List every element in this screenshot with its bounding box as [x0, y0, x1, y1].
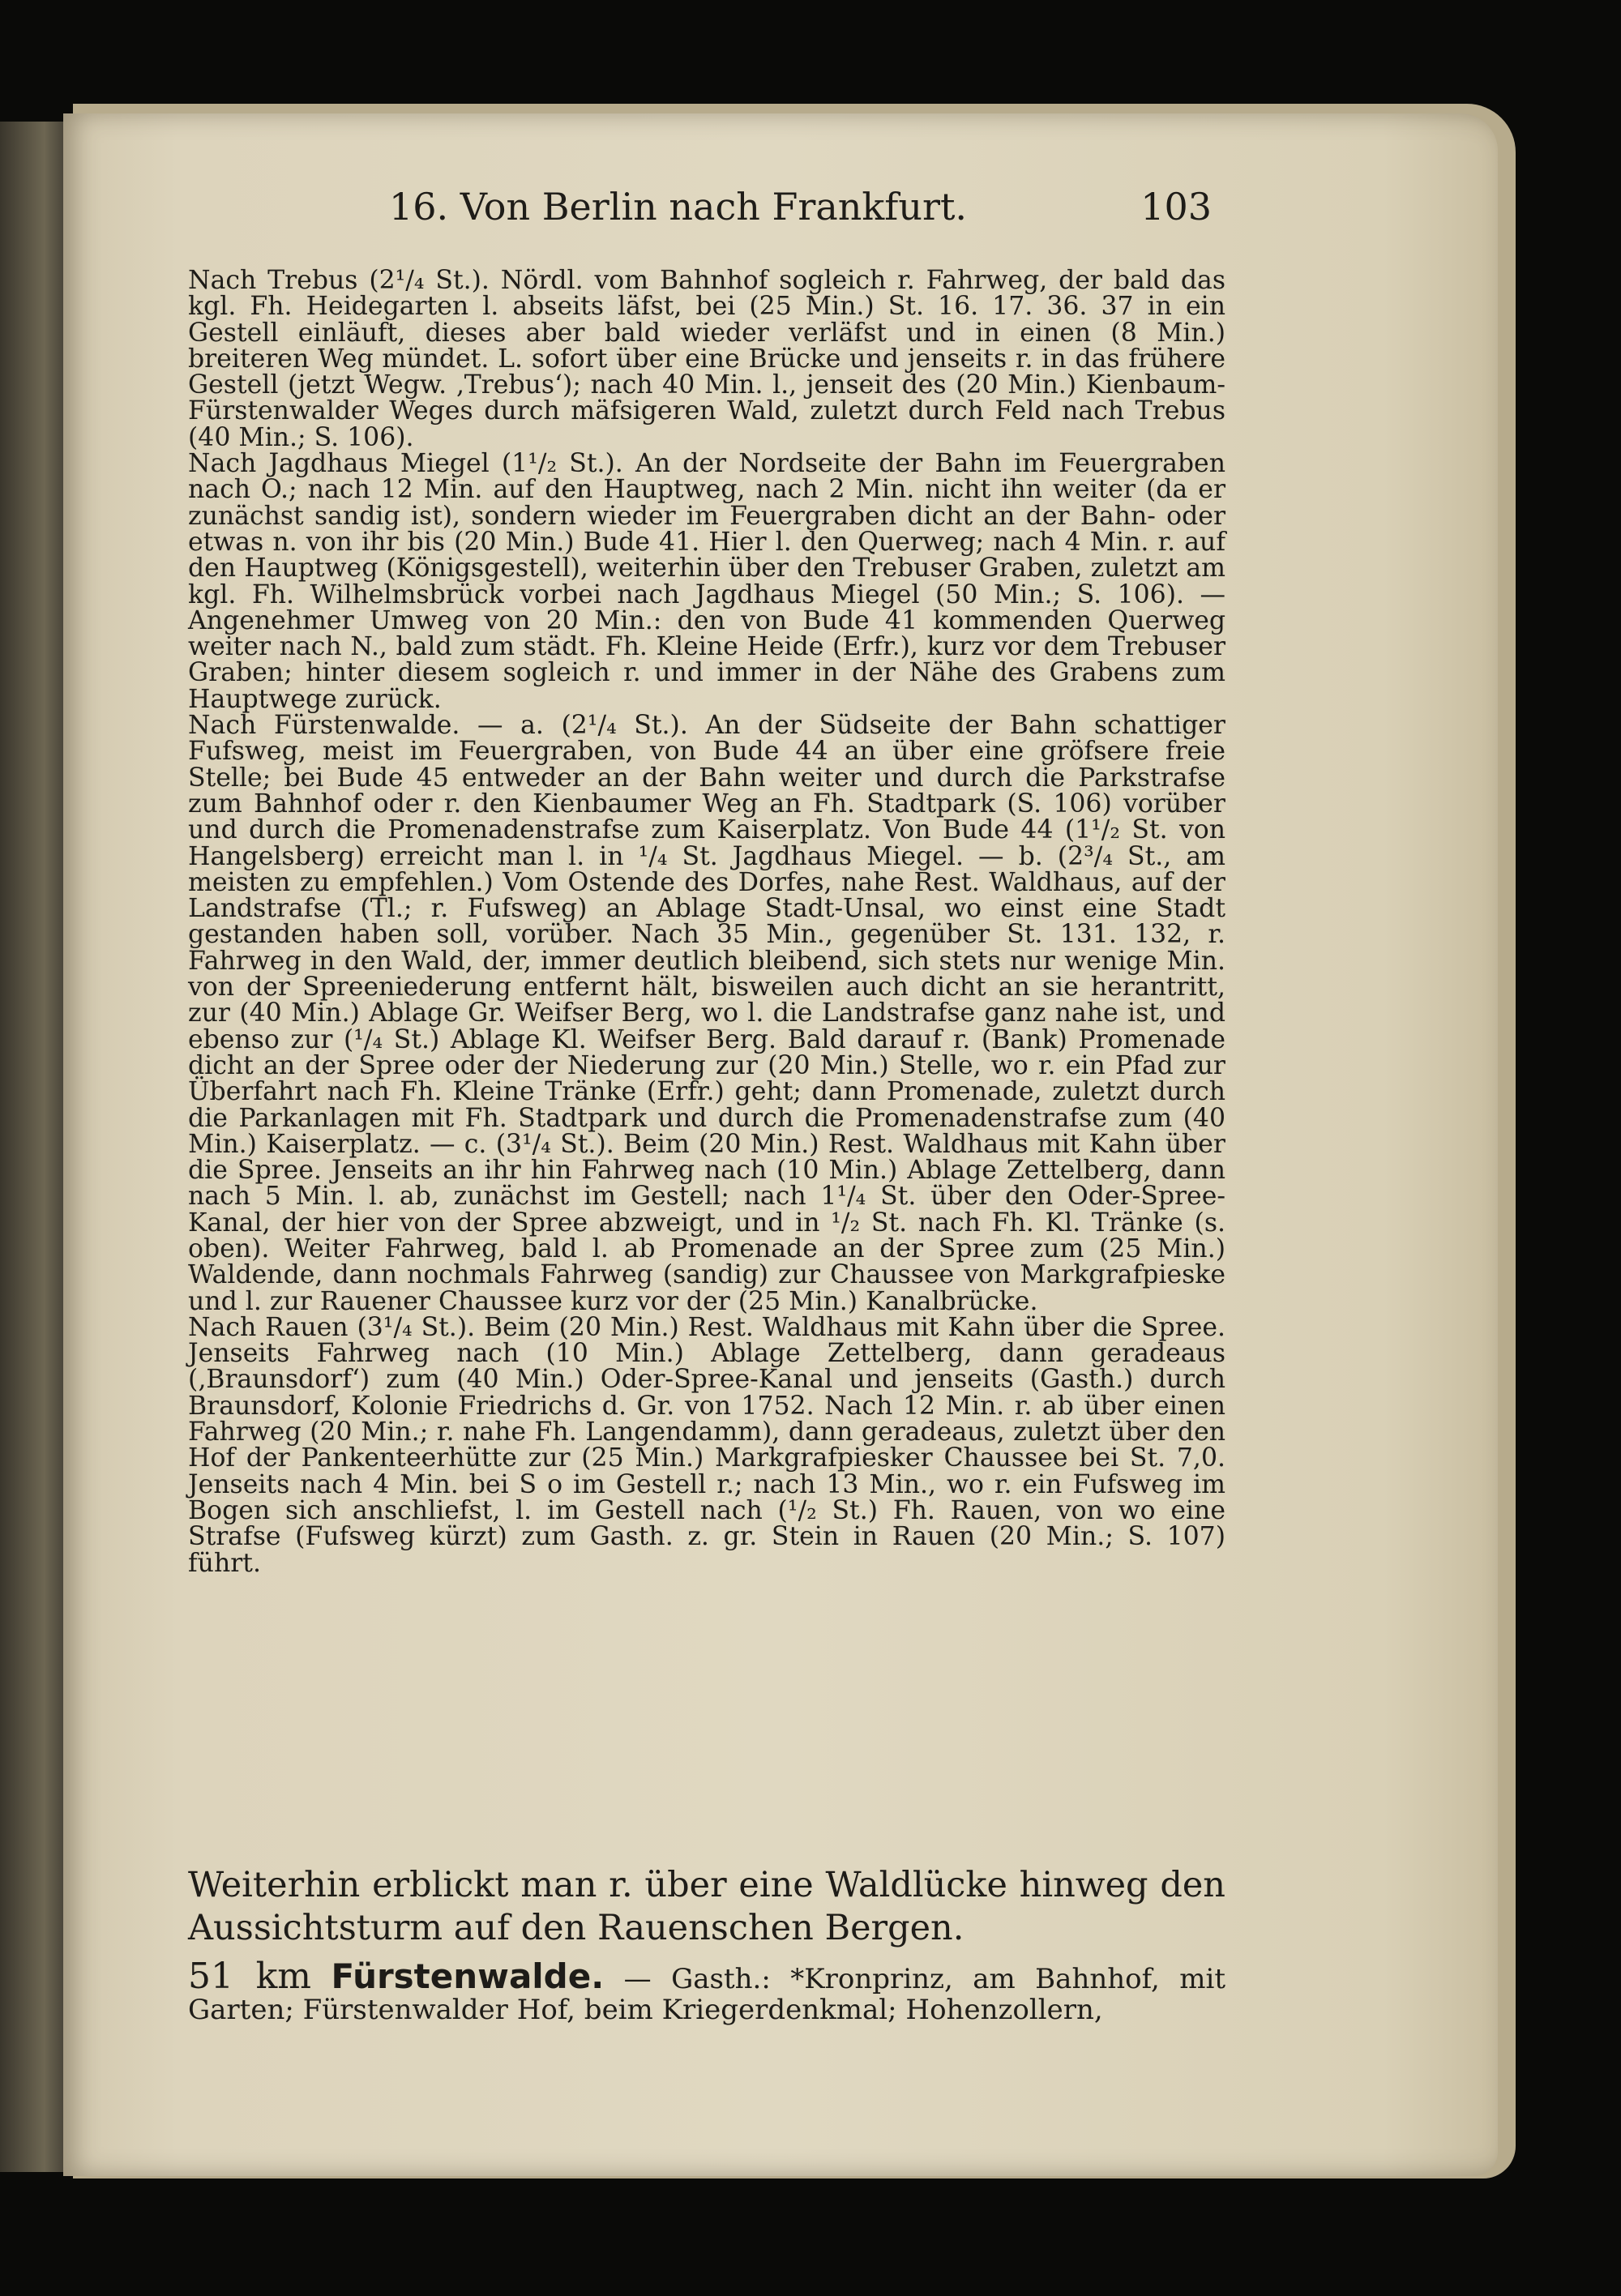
main-route-text: Weiterhin erblickt man r. über eine Waldlücke hinweg den Aussichtsturm auf den Rauenschen Bergen.: [188, 1865, 1225, 1948]
station-entry: [188, 1956, 1226, 2026]
route-descriptions: [188, 267, 1225, 1576]
paragraph-trebus: Nach Trebus (2¹/₄ St.). Nördl. vom Bahnhof sogleich r. Fahrweg, der bald das kgl. Fh. Heidegarten l. abseits läfst, bei (25 Min.) St. 16. 17. 36. 37 in ein Gestell einläuft, dieses aber bald wieder verläfst und in einen (8 Min.) breiteren Weg mündet. L. sofort über eine Brücke und jenseits r. in das frühere Gestell (jetzt Wegw. ‚Trebus‘); nach 40 Min. l., jenseit des (20 Min.) Kienbaum-Fürstenwalder Weges durch mäfsigeren Wald, zuletzt durch Feld nach Trebus (40 Min.; S. 106).: [188, 266, 1225, 452]
paragraph-fuerstenwalde: Nach Fürstenwalde. — a. (2¹/₄ St.). An der Südseite der Bahn schattiger Fufsweg, meist im Feuergraben, von Bude 44 an über eine gröfsere freie Stelle; bei Bude 45 entweder an der Bahn weiter und durch die Parkstrafse zum Bahnhof oder r. den Kienbaumer Weg an Fh. Stadtpark (S. 106) vorüber und durch die Promenadenstrafse zum Kaiserplatz. Von Bude 44 (1¹/₂ St. von Hangelsberg) erreicht man l. in ¹/₄ St. Jagdhaus Miegel. — b. (2³/₄ St., am meisten zu empfehlen.) Vom Ostende des Dorfes, nahe Rest. Waldhaus, auf der Landstrafse (Tl.; r. Fufsweg) an Ablage Stadt-Unsal, wo einst eine Stadt gestanden haben soll, vorüber. Nach 35 Min., gegenüber St. 131. 132, r. Fahrweg in den Wald, der, immer deutlich bleibend, sich stets nur wenige Min. von der Spreeniederung entfernt hält, bisweilen auch dicht an sie herantritt, zur (40 Min.) Ablage Gr. Weifser Berg, wo l. die Landstrafse ganz nahe ist, und ebenso zur (¹/₄ St.) Ablage Kl. Weifser Berg. Bald darauf r. (Bank) Promenade dicht an der Spree oder der Niederung zur (20 Min.) Stelle, wo r. ein Pfad zur Überfahrt nach Fh. Kleine Tränke (Erfr.) geht; dann Promenade, zuletzt durch die Parkanlagen mit Fh. Stadtpark und durch die Promenadenstrafse zum (40 Min.) Kaiserplatz. — c. (3¹/₄ St.). Beim (20 Min.) Rest. Waldhaus mit Kahn über die Spree. Jenseits an ihr hin Fahrweg nach (10 Min.) Ablage Zettelberg, dann nach 5 Min. l. ab, zunächst im Gestell; nach 1¹/₄ St. über den Oder-Spree-Kanal, der hier von der Spree abzweigt, und in ¹/₂ St. nach Fh. Kl. Tränke (s. oben). Weiter Fahrweg, bald l. ab Promenade an der Spree zum (25 Min.) Waldende, dann nochmals Fahrweg (sandig) zur Chaussee von Markgrafpieske und l. zur Rauener Chaussee kurz vor der (25 Min.) Kanalbrücke.: [188, 711, 1225, 1316]
station-details: — Gasth.: *Kronprinz, am Bahnhof, mit Garten; Fürstenwalder Hof, beim Kriegerdenkmal; Hohenzollern,: [188, 1963, 1226, 2026]
paragraph-jagdhaus-miegel: Nach Jagdhaus Miegel (1¹/₂ St.). An der Nordseite der Bahn im Feuergraben nach O.; nach 12 Min. auf den Hauptweg, nach 2 Min. nicht ihn weiter (da er zunächst sandig ist), sondern wieder im Feuergraben dicht an der Bahn- oder etwas n. von ihr bis (20 Min.) Bude 41. Hier l. den Querweg; nach 4 Min. r. auf den Hauptweg (Königsgestell), weiterhin über den Trebuser Graben, zuletzt am kgl. Fh. Wilhelmsbrück vorbei nach Jagdhaus Miegel (50 Min.; S. 106). — Angenehmer Umweg von 20 Min.: den von Bude 41 kommenden Querweg weiter nach N., bald zum städt. Fh. Kleine Heide (Erfr.), kurz vor dem Trebuser Graben; hinter diesem sogleich r. und immer in der Nähe des Grabens zum Hauptwege zurück.: [188, 449, 1225, 714]
station-name: Fürstenwalde.: [331, 1956, 605, 1996]
chapter-title: 16. Von Berlin nach Frankfurt.: [389, 185, 968, 229]
page-number: 103: [1140, 185, 1212, 229]
book-spine-edge: [0, 122, 63, 2172]
paragraph-rauen: Nach Rauen (3¹/₄ St.). Beim (20 Min.) Rest. Waldhaus mit Kahn über die Spree. Jenseits Fahrweg nach (10 Min.) Ablage Zettelberg, dann geradeaus (‚Braunsdorf‘) zum (40 Min.) Oder-Spree-Kanal und jenseits (Gasth.) durch Braunsdorf, Kolonie Friedrichs d. Gr. von 1752. Nach 12 Min. r. ab über einen Fahrweg (20 Min.; r. nahe Fh. Langendamm), dann geradeaus, zuletzt über den Hof der Pankenteerhütte zur (25 Min.) Markgrafpiesker Chaussee bei St. 7,0. Jenseits nach 4 Min. bei S o im Gestell r.; nach 13 Min., wo r. ein Fufsweg im Bogen sich anschliefst, l. im Gestell nach (¹/₂ St.) Fh. Rauen, von wo eine Strafse (Fufsweg kürzt) zum Gasth. z. gr. Stein in Rauen (20 Min.; S. 107) führt.: [188, 1312, 1225, 1578]
distance: 51 km: [188, 1956, 312, 1997]
running-header: [389, 185, 1212, 242]
